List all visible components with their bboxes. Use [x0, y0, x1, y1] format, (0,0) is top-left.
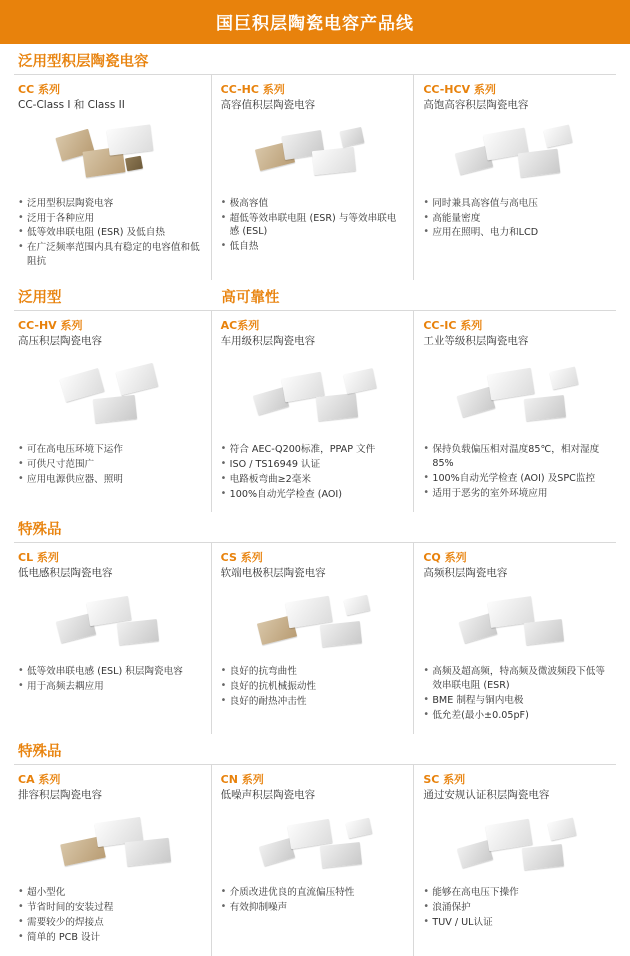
- list-item: • 高频及超高频，特高频及微波频段下低等效串联电阻 (ESR): [423, 665, 607, 693]
- list-item: • 需要较少的焊接点: [18, 916, 202, 930]
- section-2-titles: [14, 280, 616, 310]
- card-subtitle: 通过安规认证积层陶瓷电容: [423, 788, 550, 801]
- product-card-cc-ic[interactable]: [413, 311, 616, 512]
- section-1-cards: [14, 74, 616, 280]
- section-block-3: [14, 512, 616, 733]
- product-image-cc: [18, 115, 202, 193]
- page-header: [0, 0, 630, 44]
- card-feature-list: [221, 443, 405, 502]
- list-item: • 高能量密度: [423, 212, 607, 226]
- list-item: • 在广泛频率范围内具有稳定的电容值和低阻抗: [18, 241, 202, 269]
- card-series-label: SC 系列: [423, 772, 466, 786]
- list-item: • 介质改进优良的直流偏压特性: [221, 886, 405, 900]
- product-image-cl: [18, 583, 202, 661]
- list-item: • 极高容值: [221, 197, 405, 211]
- product-card-cc-hv[interactable]: [14, 311, 211, 512]
- section-block-4: [14, 734, 616, 956]
- section-4-cards: [14, 764, 616, 956]
- section-block-2: [14, 280, 616, 512]
- list-item: • 良好的抗机械振动性: [221, 680, 405, 694]
- product-image-sc: [423, 804, 607, 882]
- section-title-special-1: 特殊品: [18, 522, 62, 539]
- list-item: • 可供尺寸范围广: [18, 458, 202, 472]
- card-subtitle: 高饱高容积层陶瓷电容: [423, 99, 529, 111]
- card-series-label: CC-IC 系列: [423, 319, 483, 333]
- card-series-label: CA 系列: [18, 772, 61, 786]
- card-subtitle: 软端电极积层陶瓷电容: [220, 567, 326, 580]
- card-subtitle: 高压积层陶瓷电容: [18, 335, 102, 348]
- product-image-cq: [423, 583, 607, 661]
- product-card-cc-hc[interactable]: [211, 75, 414, 280]
- section-3-cards: [14, 542, 616, 733]
- card-subtitle: CC-Class I 和 Class II: [18, 99, 125, 111]
- card-feature-list: [18, 665, 202, 694]
- list-item: • 电路板弯曲≥2毫米: [221, 473, 405, 487]
- section-title-generic-2: 泛用型: [18, 290, 62, 307]
- card-series-label: CN 系列: [220, 772, 264, 786]
- list-item: • 用于高频去耦应用: [18, 680, 202, 694]
- product-image-ac: [221, 351, 405, 439]
- list-item: • 低自热: [221, 240, 405, 254]
- card-series-label: CC-HCV 系列: [423, 83, 496, 96]
- card-feature-list: [221, 665, 405, 709]
- list-item: • 低等效串联电感 (ESL) 积层陶瓷电容: [18, 665, 202, 679]
- card-series-label: AC系列: [220, 319, 260, 333]
- product-card-cq[interactable]: [413, 543, 616, 733]
- card-series-label: CC-HV 系列: [18, 319, 83, 333]
- list-item: • 100%自动光学检查 (AOI): [221, 488, 405, 502]
- list-item: • 可在高电压环境下运作: [18, 443, 202, 457]
- card-subtitle: 排容积层陶瓷电容: [18, 788, 102, 801]
- card-subtitle: 高容值积层陶瓷电容: [220, 99, 316, 111]
- list-item: • ISO / TS16949 认证: [221, 458, 405, 472]
- product-image-cc-hv: [18, 351, 202, 439]
- list-item: • 浪涌保护: [423, 901, 607, 915]
- card-feature-list: [423, 443, 607, 501]
- list-item: • 超小型化: [18, 886, 202, 900]
- product-line-content: [0, 44, 630, 956]
- product-image-cc-ic: [423, 351, 607, 439]
- section-2-cards: [14, 310, 616, 512]
- section-block-1: [14, 44, 616, 280]
- product-image-cs: [221, 583, 405, 661]
- list-item: • 节省时间的安装过程: [18, 901, 202, 915]
- list-item: • 同时兼具高容值与高电压: [423, 197, 607, 211]
- list-item: • 超低等效串联电阻 (ESR) 与等效串联电感 (ESL): [221, 212, 405, 240]
- list-item: • 有效抑制噪声: [221, 901, 405, 915]
- card-feature-list: [18, 197, 202, 270]
- card-feature-list: [423, 886, 607, 930]
- list-item: • 适用于恶劣的室外环境应用: [423, 487, 607, 501]
- card-subtitle: 工业等级积层陶瓷电容: [423, 335, 529, 348]
- list-item: • 应用电源供应器、照明: [18, 473, 202, 487]
- list-item: • 保持负载偏压相对温度85℃，相对湿度85%: [423, 443, 607, 471]
- product-card-cc[interactable]: [14, 75, 211, 280]
- list-item: • 简单的 PCB 设计: [18, 931, 202, 945]
- product-image-cc-hc: [221, 115, 405, 193]
- list-item: • 100%自动光学检查 (AOI) 及SPC监控: [423, 472, 607, 486]
- list-item: • TUV / UL认证: [423, 916, 607, 930]
- list-item: • BME 制程与铜内电极: [423, 694, 607, 708]
- product-image-cc-hcv: [423, 115, 607, 193]
- card-subtitle: 车用级积层陶瓷电容: [220, 335, 316, 348]
- section-3-titles: [14, 512, 616, 542]
- card-series-label: CC-HC 系列: [220, 83, 285, 96]
- card-series-label: CQ 系列: [423, 551, 467, 565]
- list-item: • 泛用于各种应用: [18, 212, 202, 226]
- section-title-reliability: 高可靠性: [221, 290, 280, 307]
- card-series-label: CC 系列: [18, 83, 60, 96]
- card-feature-list: [18, 886, 202, 945]
- list-item: • 低等效串联电阻 (ESR) 及低自热: [18, 226, 202, 240]
- product-card-cl[interactable]: [14, 543, 211, 733]
- card-feature-list: [221, 886, 405, 915]
- section-title-generic: 泛用型积层陶瓷电容: [18, 54, 149, 70]
- card-feature-list: [221, 197, 405, 255]
- card-feature-list: [423, 197, 607, 241]
- product-card-sc[interactable]: [413, 765, 616, 956]
- product-card-cn[interactable]: [211, 765, 414, 956]
- product-card-ac[interactable]: [211, 311, 414, 512]
- card-subtitle: 低电感积层陶瓷电容: [18, 567, 113, 580]
- product-card-cs[interactable]: [211, 543, 414, 733]
- page-title: 国巨积层陶瓷电容产品线: [216, 14, 414, 34]
- list-item: • 泛用型积层陶瓷电容: [18, 197, 202, 211]
- section-4-titles: [14, 734, 616, 764]
- product-image-cn: [221, 804, 405, 882]
- section-1-titles: [14, 44, 616, 74]
- list-item: • 符合 AEC-Q200标准，PPAP 文件: [221, 443, 405, 457]
- product-card-cc-hcv[interactable]: [413, 75, 616, 280]
- list-item: • 低允差(最小±0.05pF): [423, 709, 607, 723]
- product-image-ca: [18, 804, 202, 882]
- card-series-label: CL 系列: [18, 551, 59, 565]
- card-subtitle: 低噪声积层陶瓷电容: [220, 788, 316, 801]
- product-card-ca[interactable]: [14, 765, 211, 956]
- list-item: • 良好的耐热冲击性: [221, 695, 405, 709]
- card-feature-list: [423, 665, 607, 723]
- list-item: • 良好的抗弯曲性: [221, 665, 405, 679]
- card-subtitle: 高频积层陶瓷电容: [423, 567, 508, 580]
- section-title-special-2: 特殊品: [18, 743, 62, 760]
- list-item: • 能够在高电压下操作: [423, 886, 607, 900]
- card-feature-list: [18, 443, 202, 487]
- card-series-label: CS 系列: [220, 551, 263, 565]
- list-item: • 应用在照明、电力和LCD: [423, 226, 607, 240]
